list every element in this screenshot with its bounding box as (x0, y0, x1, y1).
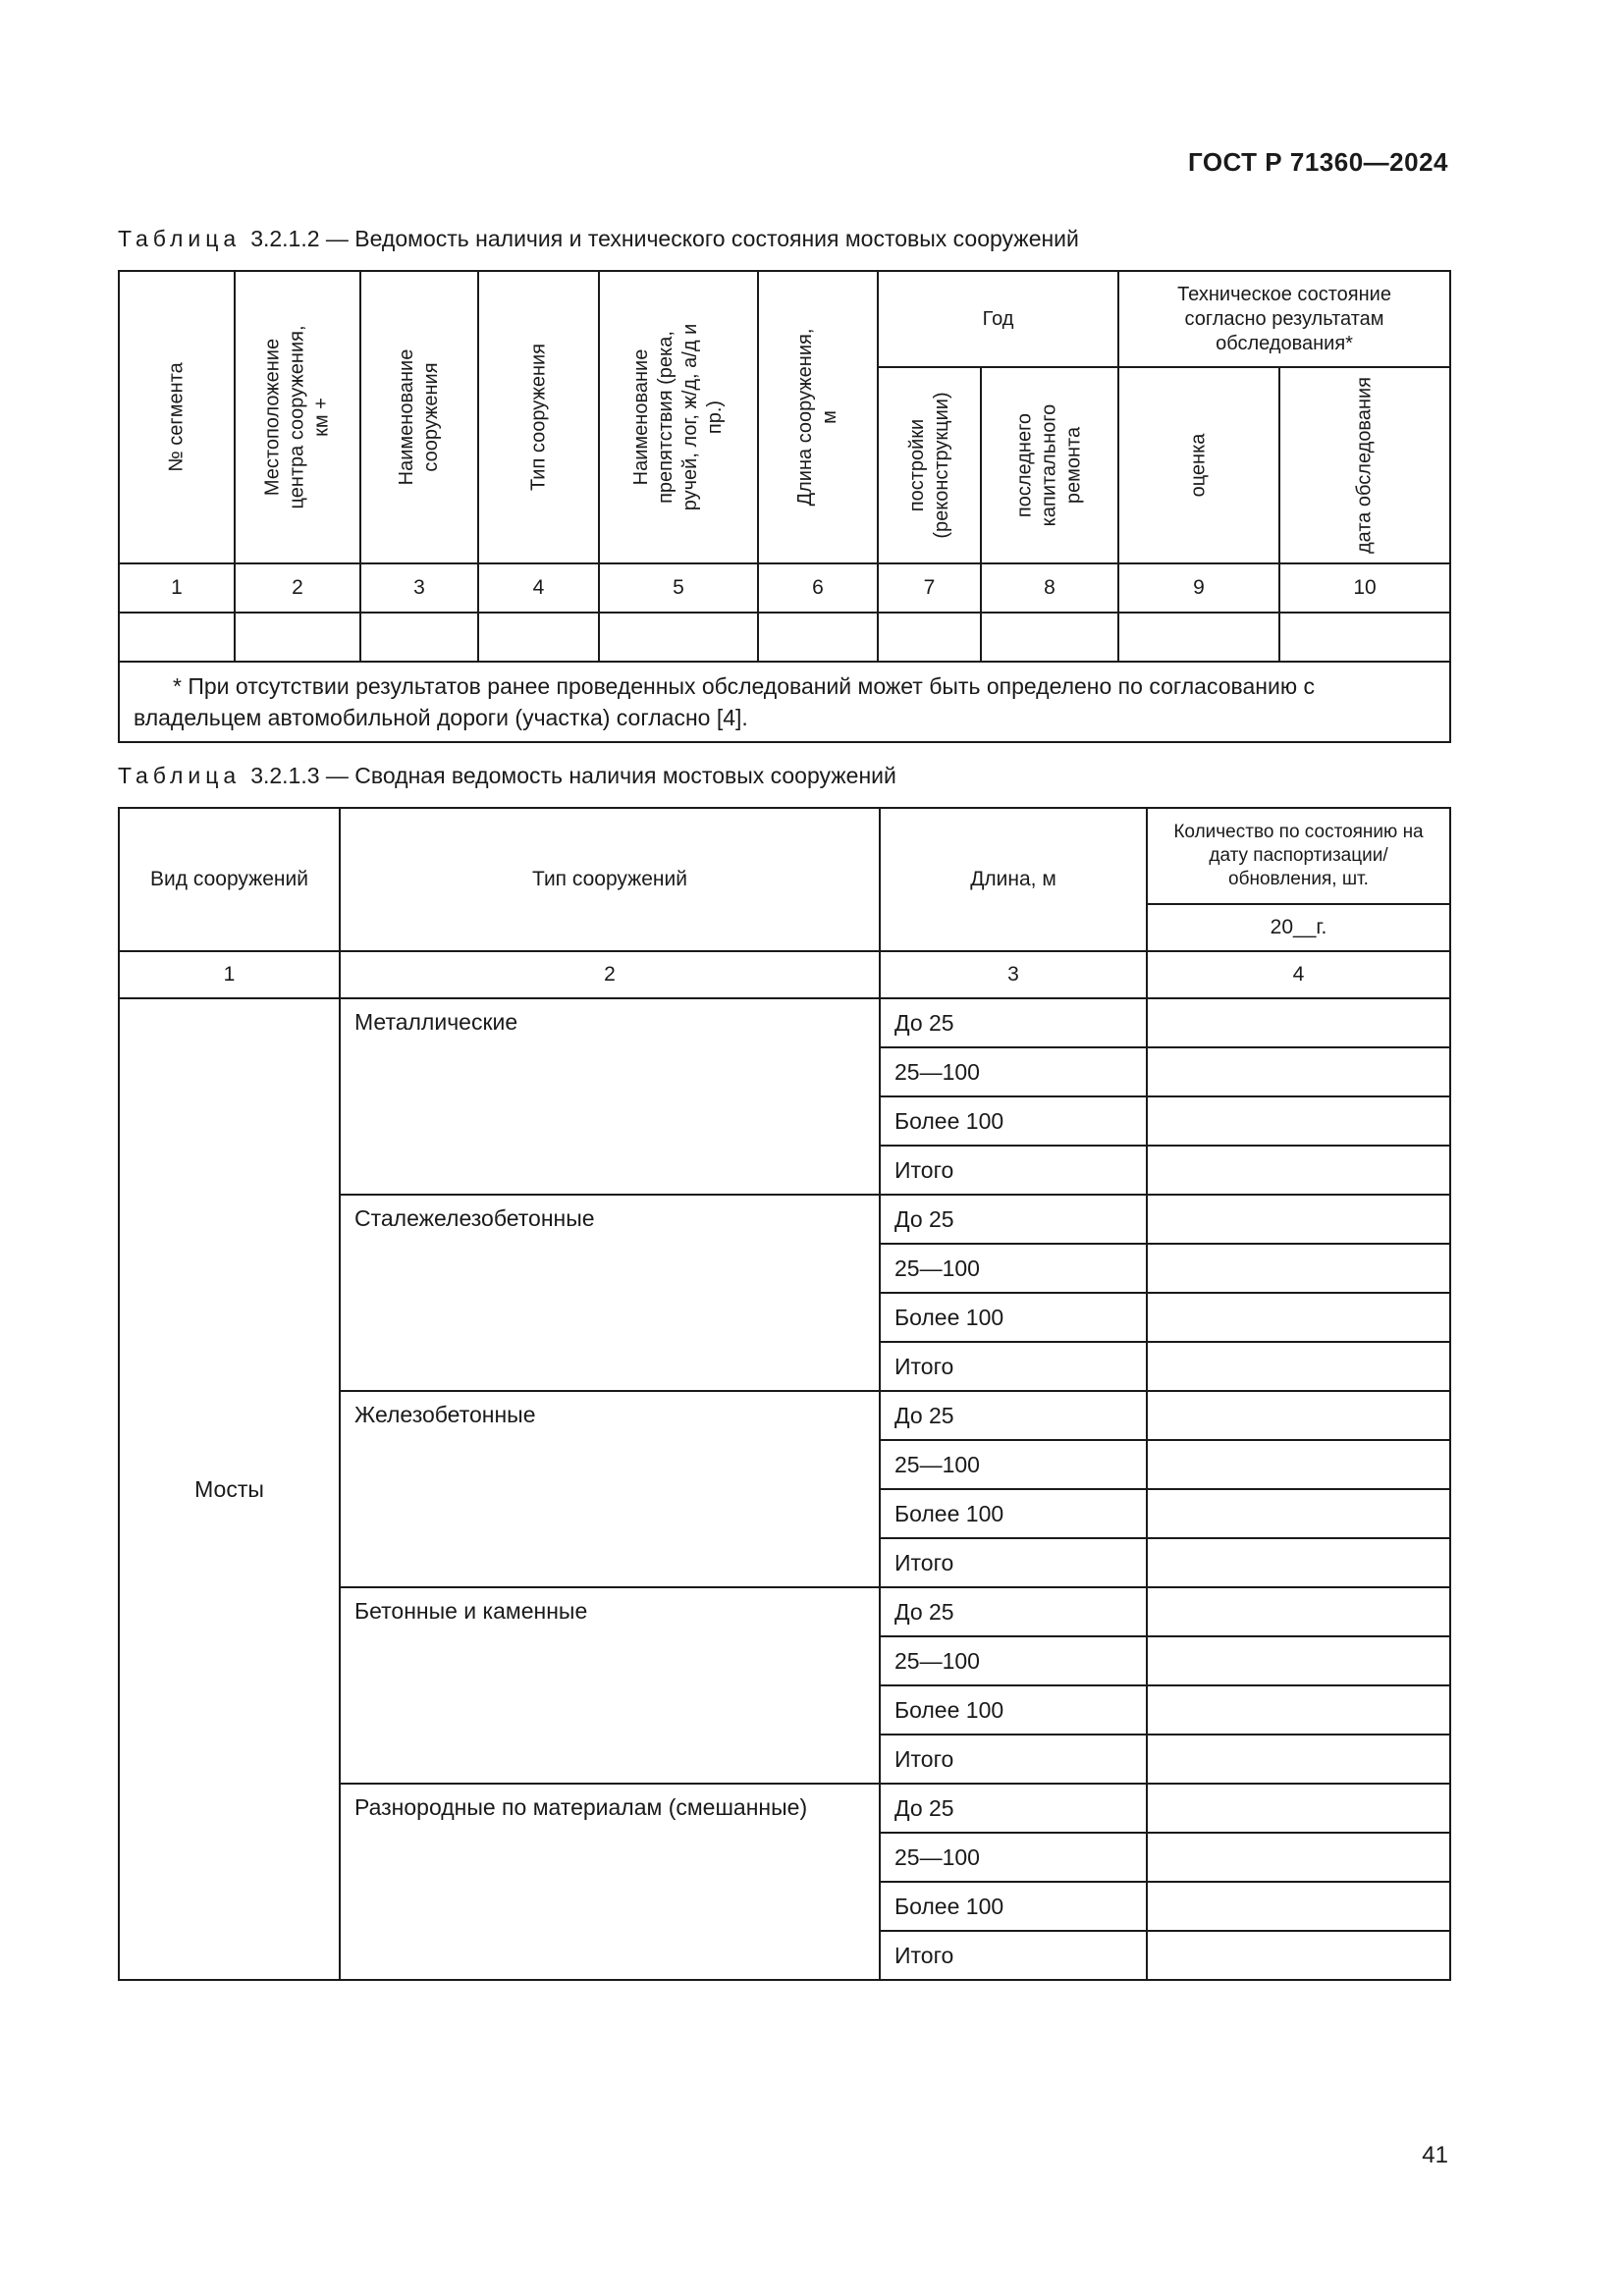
empty-cell (1118, 613, 1279, 662)
length-cell: Итого (880, 1146, 1147, 1195)
column-number: 9 (1118, 563, 1279, 613)
length-cell: Более 100 (880, 1293, 1147, 1342)
type-cell: Разнородные по материалам (смешанные) (340, 1784, 880, 1980)
empty-cell (119, 613, 235, 662)
bridges-condition-table (118, 270, 1451, 743)
column-number: 5 (599, 563, 758, 613)
header-quantity: Количество по состоянию на дату паспортизации/ обновления, шт. (1147, 808, 1450, 904)
table2-caption (118, 763, 896, 789)
quantity-cell (1147, 1096, 1450, 1146)
table1-caption (118, 226, 1079, 252)
quantity-cell (1147, 998, 1450, 1047)
quantity-cell (1147, 1293, 1450, 1342)
length-cell: Итого (880, 1342, 1147, 1391)
length-cell: Более 100 (880, 1882, 1147, 1931)
length-cell: Более 100 (880, 1685, 1147, 1735)
quantity-cell (1147, 1735, 1450, 1784)
header-year-built: постройки (реконструкции) (878, 367, 981, 563)
quantity-cell (1147, 1538, 1450, 1587)
table1-caption-text: 3.2.1.2 — Ведомость наличия и технического состояния мостовых сооружений (250, 226, 1079, 251)
length-cell: Более 100 (880, 1096, 1147, 1146)
column-number: 1 (119, 563, 235, 613)
empty-cell (1279, 613, 1450, 662)
length-cell: До 25 (880, 1784, 1147, 1833)
length-cell: До 25 (880, 1391, 1147, 1440)
quantity-cell (1147, 1882, 1450, 1931)
header-type: Тип сооружений (340, 808, 880, 951)
header-kind: Вид сооружений (119, 808, 340, 951)
quantity-cell (1147, 1685, 1450, 1735)
header-year: Год (878, 271, 1118, 367)
document-header: ГОСТ Р 71360—2024 (1187, 147, 1448, 177)
quantity-cell (1147, 1587, 1450, 1636)
length-cell: Более 100 (880, 1489, 1147, 1538)
column-number: 4 (478, 563, 599, 613)
kind-cell: Мосты (119, 998, 340, 1980)
column-number: 1 (119, 951, 340, 998)
empty-data-row (119, 613, 1450, 662)
column-number: 8 (981, 563, 1118, 613)
header-survey-date: дата обследования (1279, 367, 1450, 563)
header-length: Длина, м (880, 808, 1147, 951)
header-rating: оценка (1118, 367, 1279, 563)
column-number: 4 (1147, 951, 1450, 998)
column-number: 7 (878, 563, 981, 613)
header-type: Тип сооружения (478, 271, 599, 563)
header-location: Местоположение центра сооружения, км + (235, 271, 360, 563)
empty-cell (235, 613, 360, 662)
type-cell: Сталежелезобетонные (340, 1195, 880, 1391)
bridges-summary-table (118, 807, 1451, 1981)
quantity-cell (1147, 1440, 1450, 1489)
header-condition: Техническое состояние согласно результатам обследования* (1118, 271, 1450, 367)
quantity-cell (1147, 1146, 1450, 1195)
empty-cell (981, 613, 1118, 662)
table1-caption-word: Таблица (118, 226, 242, 251)
empty-cell (758, 613, 878, 662)
quantity-cell (1147, 1391, 1450, 1440)
length-cell: 25—100 (880, 1244, 1147, 1293)
quantity-cell (1147, 1489, 1450, 1538)
quantity-cell (1147, 1784, 1450, 1833)
table2-caption-word: Таблица (118, 763, 242, 788)
quantity-cell (1147, 1244, 1450, 1293)
header-segment: № сегмента (119, 271, 235, 563)
column-number: 2 (235, 563, 360, 613)
length-cell: Итого (880, 1538, 1147, 1587)
column-numbers-row (119, 563, 1450, 613)
column-number: 10 (1279, 563, 1450, 613)
header-obstacle: Наименование препятствия (река, ручей, лог, ж/д, а/д и пр.) (599, 271, 758, 563)
length-cell: Итого (880, 1931, 1147, 1980)
column-number: 6 (758, 563, 878, 613)
type-cell: Бетонные и каменные (340, 1587, 880, 1784)
length-cell: 25—100 (880, 1833, 1147, 1882)
column-numbers-row (119, 951, 1450, 998)
quantity-cell (1147, 1195, 1450, 1244)
table1-footnote: * При отсутствии результатов ранее проведенных обследований может быть определено по согласованию с владельцем автомобильной дороги (участка) согласно [4]. (119, 662, 1450, 742)
column-number: 3 (360, 563, 478, 613)
length-cell: До 25 (880, 998, 1147, 1047)
header-length: Длина сооружения, м (758, 271, 878, 563)
quantity-cell (1147, 1833, 1450, 1882)
length-cell: До 25 (880, 1195, 1147, 1244)
empty-cell (599, 613, 758, 662)
column-number: 3 (880, 951, 1147, 998)
empty-cell (878, 613, 981, 662)
type-cell: Железобетонные (340, 1391, 880, 1587)
table2-caption-text: 3.2.1.3 — Сводная ведомость наличия мостовых сооружений (250, 763, 896, 788)
column-number: 2 (340, 951, 880, 998)
length-cell: 25—100 (880, 1636, 1147, 1685)
quantity-cell (1147, 1342, 1450, 1391)
empty-cell (478, 613, 599, 662)
header-name: Наименование сооружения (360, 271, 478, 563)
length-cell: 25—100 (880, 1440, 1147, 1489)
quantity-cell (1147, 1931, 1450, 1980)
page-number: 41 (1422, 2142, 1448, 2168)
quantity-cell (1147, 1047, 1450, 1096)
type-cell: Металлические (340, 998, 880, 1195)
length-cell: До 25 (880, 1587, 1147, 1636)
length-cell: Итого (880, 1735, 1147, 1784)
empty-cell (360, 613, 478, 662)
header-year: 20__г. (1147, 904, 1450, 951)
quantity-cell (1147, 1636, 1450, 1685)
header-year-repair: последнего капитального ремонта (981, 367, 1118, 563)
length-cell: 25—100 (880, 1047, 1147, 1096)
